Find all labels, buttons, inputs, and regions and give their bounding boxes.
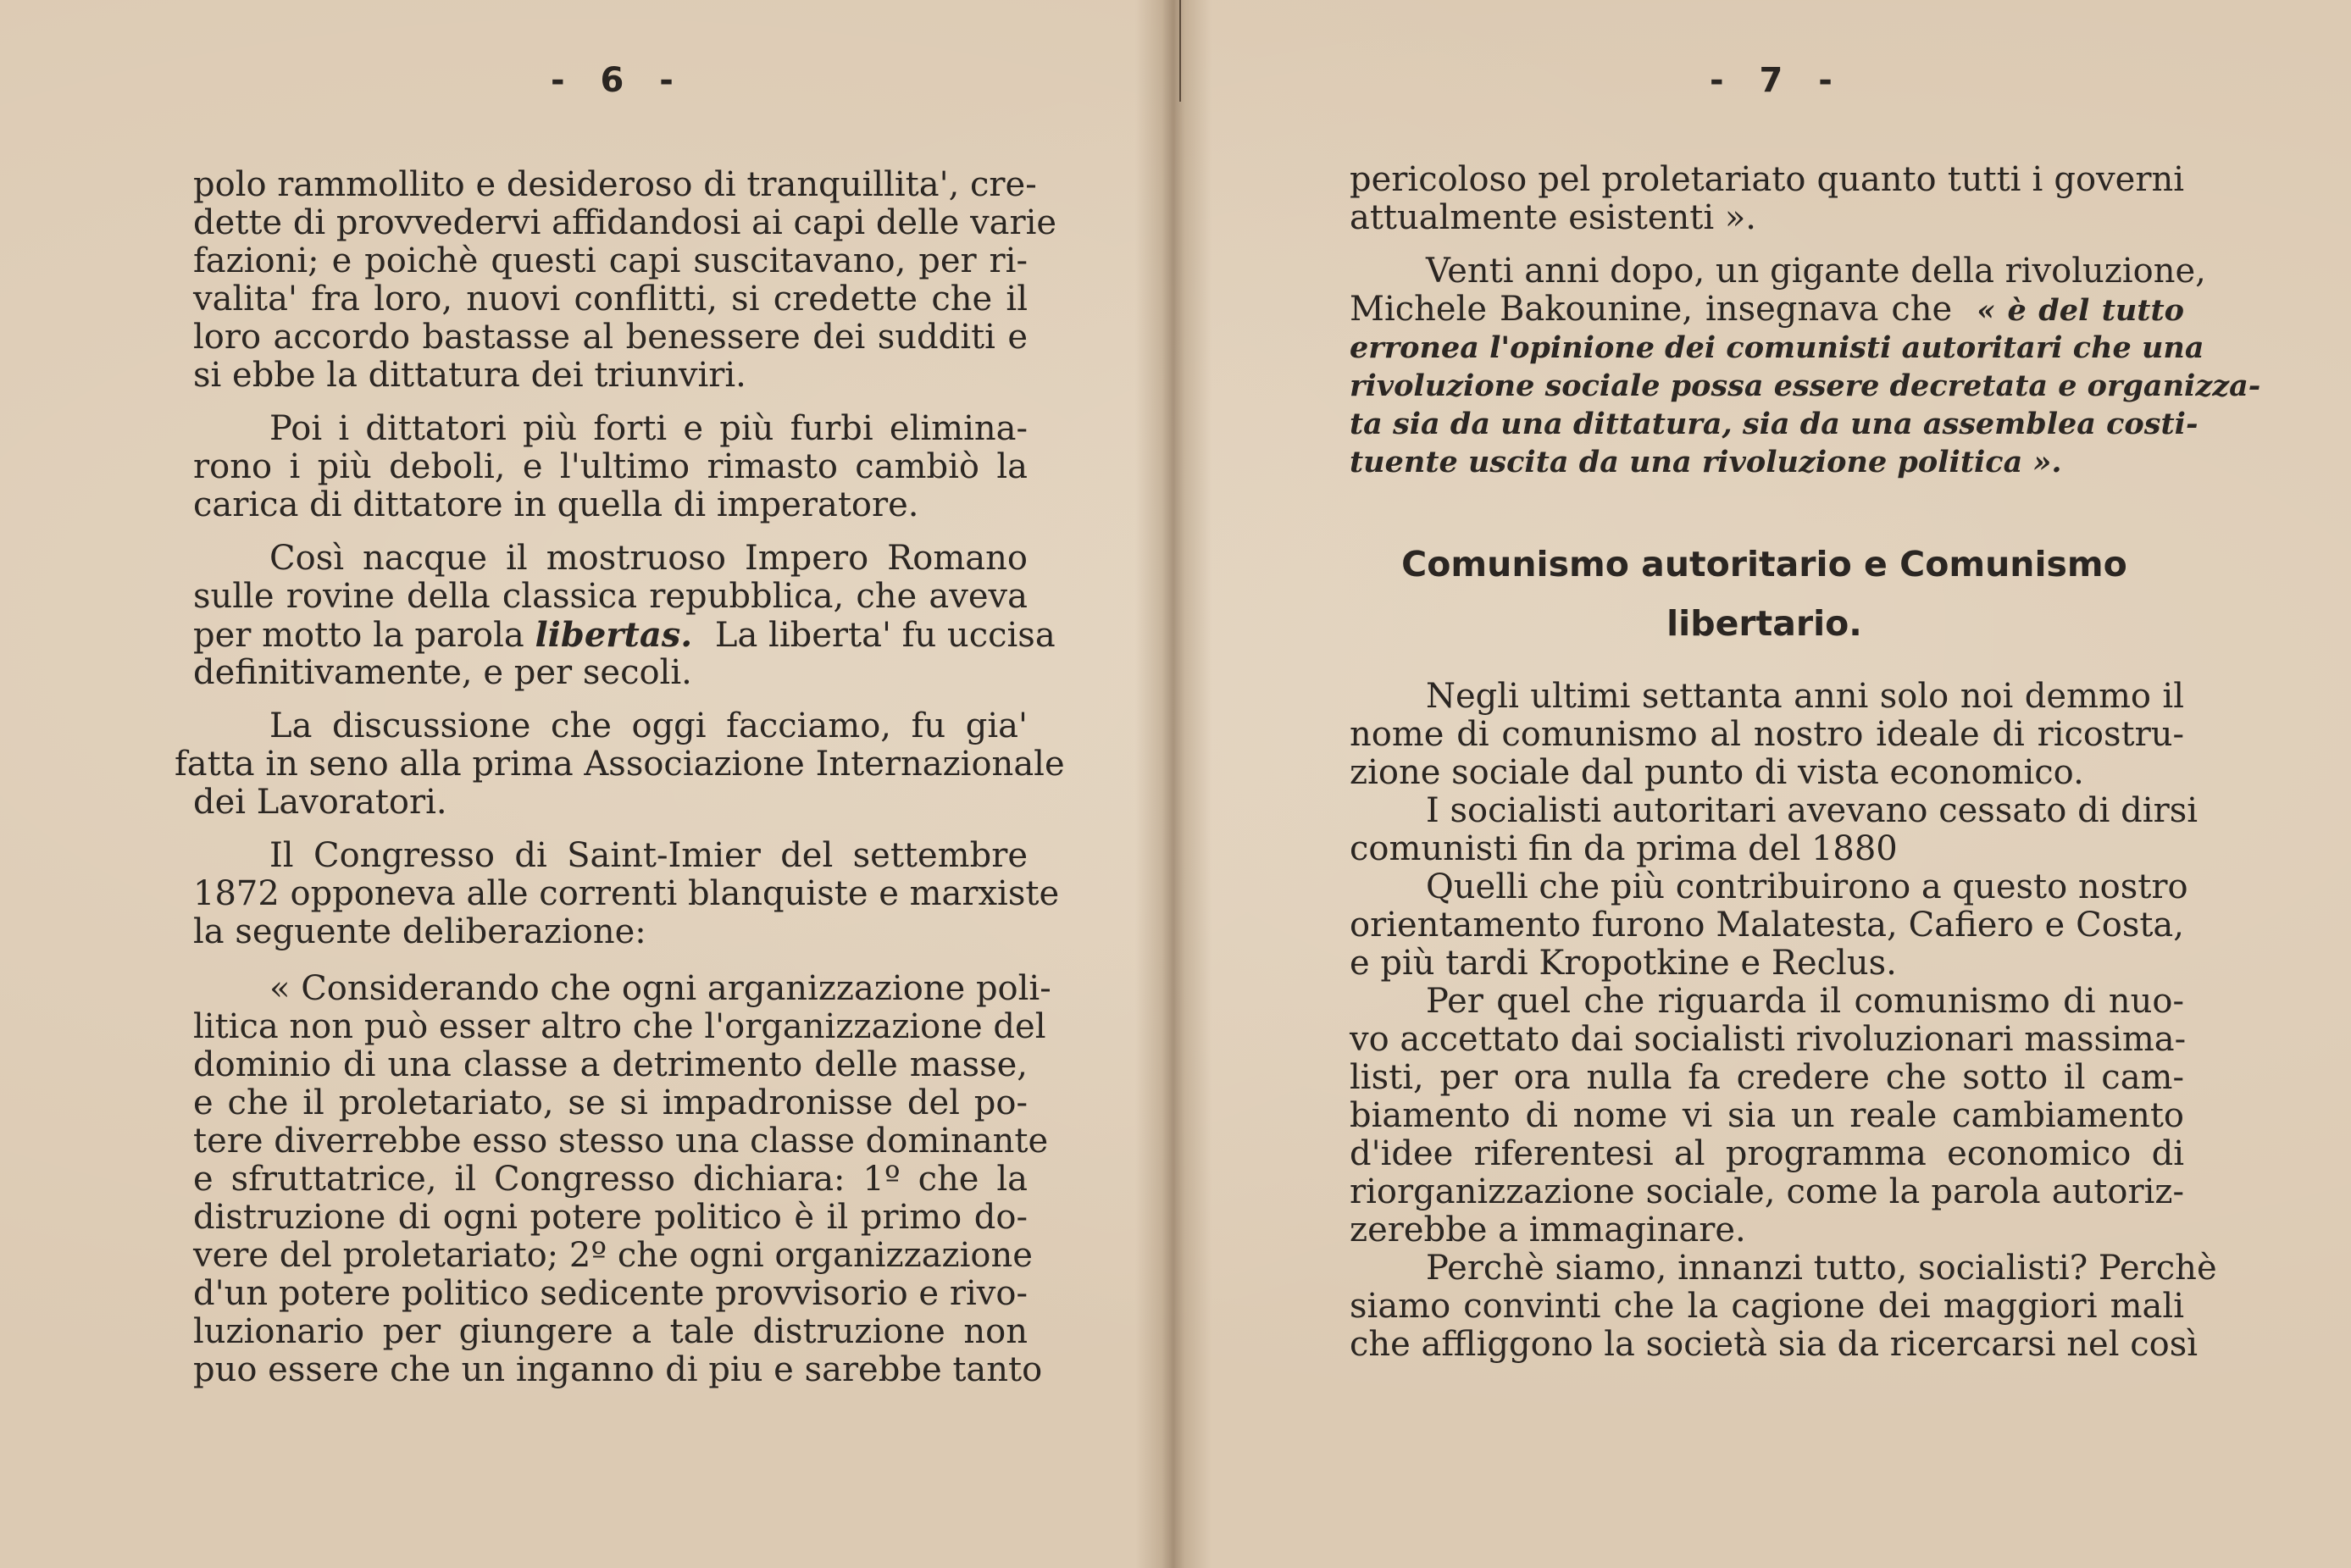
text-line: I socialisti autoritari avevano cessato di dirsi — [1426, 791, 2199, 830]
page-number-right: - 7 - — [1710, 61, 1844, 100]
text-line: « Considerando che ogni arganizzazione poli- — [269, 969, 1051, 1008]
text-line: zione sociale dal punto di vista economico. — [1350, 753, 2084, 792]
text-line: nome di comunismo al nostro ideale di ricostru- — [1350, 715, 2184, 754]
text-line: fazioni; e poichè questi capi suscitavano, per ri- — [193, 241, 1028, 280]
text-line: biamento di nome vi sia un reale cambiamento — [1350, 1096, 2184, 1135]
text-line: rivoluzione sociale possa essere decretata e organizza- — [1350, 368, 2261, 403]
text-line: puo essere che un inganno di piu e sarebbe tanto — [193, 1350, 1043, 1389]
text-line: riorganizzazione sociale, come la parola autoriz- — [1350, 1172, 2184, 1211]
text-line: valita' fra loro, nuovi conflitti, si credette che il — [193, 280, 1028, 319]
text-line: siamo convinti che la cagione dei maggiori mali — [1350, 1287, 2184, 1326]
text-line: polo rammollito e desideroso di tranquillita', cre- — [193, 165, 1037, 204]
text-line: la seguente deliberazione: — [193, 912, 646, 951]
text-line: fatta in seno alla prima Associazione Internazionale — [175, 745, 1065, 784]
text-line: listi, per ora nulla fa credere che sotto il cam- — [1350, 1058, 2184, 1097]
quote-block — [1350, 329, 2261, 481]
text-line: distruzione di ogni potere politico è il primo do- — [193, 1198, 1028, 1237]
text-line: e che il proletariato, se si impadronisse del po- — [193, 1083, 1028, 1122]
text-line: orientamento furono Malatesta, Cafiero e Costa, — [1350, 906, 2184, 945]
text-line: Perchè siamo, innanzi tutto, socialisti? Perchè — [1426, 1249, 2217, 1288]
text-line: vere del proletariato; 2º che ogni organizzazione — [193, 1236, 1033, 1275]
text-segment: La liberta' fu uccisa — [714, 616, 1056, 655]
text-line: e sfruttatrice, il Congresso dichiara: 1º che la — [193, 1160, 1028, 1199]
text-segment: per motto la parola — [193, 616, 524, 655]
text-line: Il Congresso di Saint-Imier del settembre — [269, 836, 1028, 875]
text-line: che affliggono la società sia da ricercarsi nel così — [1350, 1325, 2199, 1364]
section-heading-line2: libertario. — [1666, 603, 1862, 644]
text-line: definitivamente, e per secoli. — [193, 653, 692, 692]
section-heading: Comunismo autoritario e Comunismo — [1401, 544, 2127, 585]
text-segment: Michele Bakounine, insegnava che — [1350, 290, 1953, 329]
text-line-mixed — [193, 615, 1056, 655]
text-line: loro accordo bastasse al benessere dei sudditi e — [193, 318, 1028, 357]
text-line: sulle rovine della classica repubblica, che aveva — [193, 577, 1028, 616]
text-line: carica di dittatore in quella di imperatore. — [193, 485, 919, 524]
text-line: Poi i dittatori più forti e più furbi elimina- — [269, 409, 1028, 448]
text-line: attualmente esistenti ». — [1350, 198, 1757, 237]
text-line: zerebbe a immaginare. — [1350, 1211, 1746, 1249]
page-number-left: - 6 - — [551, 61, 685, 100]
text-segment-italic: libertas. — [535, 615, 693, 655]
text-line: vo accettato dai socialisti rivoluzionari massima- — [1350, 1020, 2187, 1059]
text-line: comunisti fin da prima del 1880 — [1350, 829, 1898, 868]
right-page — [1178, 0, 2351, 1568]
text-line: Venti anni dopo, un gigante della rivoluzione, — [1426, 252, 2206, 291]
text-line: si ebbe la dittatura dei triunviri. — [193, 356, 746, 395]
text-line: ta sia da una dittatura, sia da una assemblea costi- — [1350, 407, 2199, 441]
text-line: dei Lavoratori. — [193, 783, 447, 822]
text-line: Quelli che più contribuirono a questo nostro — [1426, 867, 2188, 906]
text-line: e più tardi Kropotkine e Reclus. — [1350, 944, 1897, 983]
text-line: La discussione che oggi facciamo, fu gia' — [269, 706, 1028, 745]
text-line: 1872 opponeva alle correnti blanquiste e marxiste — [193, 874, 1060, 913]
text-line: Negli ultimi settanta anni solo noi demmo il — [1426, 677, 2184, 716]
text-line: d'un potere politico sedicente provvisorio e rivo- — [193, 1274, 1028, 1313]
text-line: erronea l'opinione dei comunisti autoritari che una — [1350, 330, 2204, 365]
text-line: rono i più deboli, e l'ultimo rimasto cambiò la — [193, 447, 1028, 486]
text-line: Per quel che riguarda il comunismo di nuo- — [1426, 982, 2184, 1021]
text-line: Così nacque il mostruoso Impero Romano — [269, 539, 1028, 578]
text-line: pericoloso pel proletariato quanto tutti i governi — [1350, 160, 2184, 199]
text-line: litica non può esser altro che l'organizzazione del — [193, 1007, 1046, 1046]
text-segment-italic: « è del tutto — [1977, 293, 2184, 328]
text-line: luzionario per giungere a tale distruzione non — [193, 1312, 1028, 1351]
text-line: dette di provvedervi affidandosi ai capi delle varie — [193, 203, 1057, 242]
left-page-text — [175, 165, 1065, 1389]
text-line: tuente uscita da una rivoluzione politica ». — [1350, 445, 2062, 479]
text-line: d'idee riferentesi al programma economico di — [1350, 1134, 2184, 1173]
text-line: tere diverrebbe esso stesso una classe dominante — [193, 1122, 1049, 1161]
text-line-mixed — [1350, 291, 2184, 329]
right-page-text-top — [1350, 160, 2261, 481]
right-page-text-body — [1350, 677, 2217, 1364]
text-line: dominio di una classe a detrimento delle masse, — [193, 1045, 1028, 1084]
